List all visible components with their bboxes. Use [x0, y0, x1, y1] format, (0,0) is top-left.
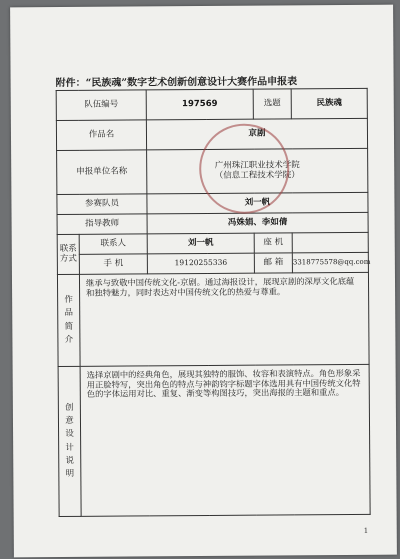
intro-text: 继承与致敬中国传统文化-京剧。通过海报设计，展现京剧的深厚文化底蕴和独特魅力，同时表达对中国传统文化的热爱与尊重。: [79, 272, 369, 366]
contact-label: 联系方式: [57, 234, 79, 274]
design-text: 选择京剧中的经典角色，展现其独特的服饰、妆容和表演特点。角色形象采用正脸特写，突出角色的特点与神韵钧字标题字体选用具有中国传统文化特色的字体运用对比、重复、渐变等构图技巧，突出海报的主题和重点。: [80, 364, 370, 516]
row-unit: [57, 148, 368, 194]
row-members: [57, 192, 368, 214]
mobile-value: 19120255336: [147, 253, 254, 274]
form-title: 附件：“民族魂”数字艺术创新创意设计大赛作品申报表: [55, 76, 298, 90]
email-value: 3318775578@qq.com: [292, 252, 368, 273]
contact-person-value: 刘一帆: [147, 233, 254, 254]
email-label: 邮 箱: [254, 253, 292, 273]
row-design: [58, 364, 370, 516]
unit-line-1: 广州珠江职业技术学院: [214, 160, 300, 171]
team-no-value: 197569: [146, 89, 253, 120]
landline-label: 座 机: [254, 233, 292, 253]
intro-label-char: 作: [64, 295, 73, 306]
design-label-char: 说: [65, 455, 75, 466]
topic-value: 民族魂: [291, 88, 367, 119]
intro-label-char: 简: [64, 321, 74, 332]
page-number: 1: [363, 526, 369, 535]
members-label: 参赛队员: [57, 194, 147, 215]
unit-value: [147, 148, 368, 194]
design-label-char: 创: [65, 402, 74, 413]
unit-label: 申报单位名称: [57, 150, 147, 195]
row-work-name: [56, 118, 367, 150]
advisor-label: 指导教师: [57, 214, 147, 235]
design-label-char: 意: [65, 416, 74, 427]
unit-line-2: （信息工程技术学院）: [214, 169, 300, 181]
design-label-char: 设: [65, 429, 74, 440]
advisor-value: 冯姝娟、李如倩: [147, 212, 368, 234]
intro-label-char: 介: [64, 334, 74, 345]
row-advisor: [57, 212, 368, 234]
application-form-table: [56, 88, 371, 517]
row-team-no: [56, 88, 367, 120]
row-contact-person: [57, 232, 368, 254]
team-no-label: 队伍编号: [56, 90, 146, 121]
landline-value: [292, 232, 368, 253]
design-label: [58, 366, 81, 516]
design-label-char: 明: [65, 468, 75, 479]
form-paper: [10, 5, 397, 558]
intro-label-char: 品: [64, 308, 74, 319]
contact-person-label: 联系人: [79, 234, 147, 254]
intro-label: [57, 274, 80, 366]
mobile-label: 手 机: [79, 254, 147, 274]
design-label-char: 计: [65, 442, 74, 453]
work-name-value: 京剧: [146, 118, 367, 150]
topic-label: 选题: [253, 89, 291, 119]
row-mobile: [57, 252, 368, 274]
members-value: 刘一帆: [147, 192, 368, 214]
row-intro: [57, 272, 369, 366]
work-name-label: 作品名: [56, 120, 146, 151]
